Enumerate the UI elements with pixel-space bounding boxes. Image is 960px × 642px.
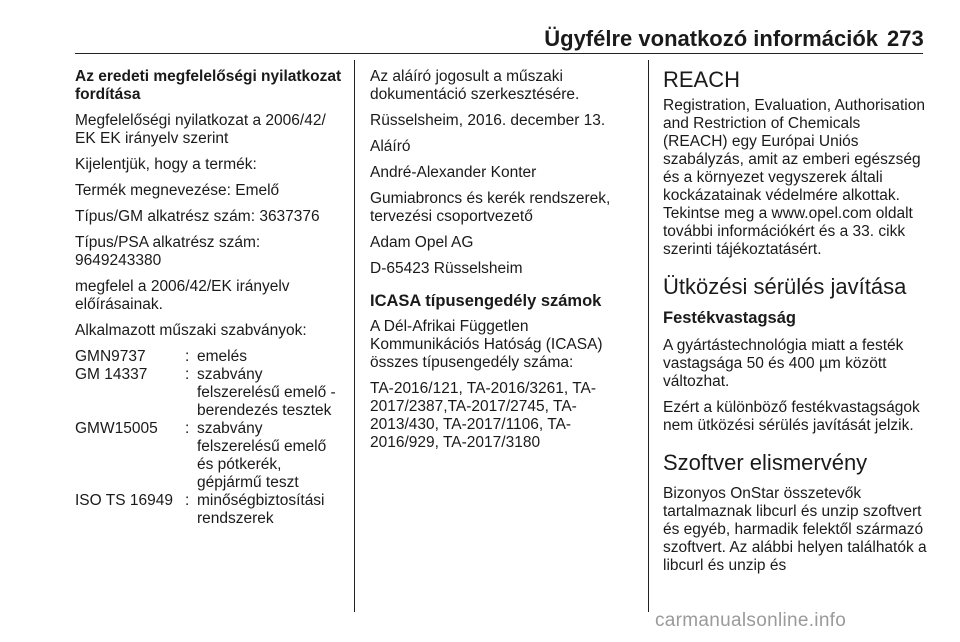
standard-code: GM 14337 [75,366,148,383]
paragraph: Az aláíró jogosult a műszaki dokumentáció szerkesztésére. [370,68,580,103]
watermark: carmanualsonline.info [655,610,847,631]
icasa-heading: ICASA típusengedély számok [370,292,602,310]
paragraph: Kijelentjük, hogy a termék: [75,156,257,173]
paragraph: Adam Opel AG [370,234,474,251]
declaration-heading: Az eredeti megfelelőségi nyilatkozat fordítása [75,68,342,103]
standard-code: GMW15005 [75,420,158,437]
page-number: 273 [887,26,924,51]
paragraph: Aláíró [370,138,411,155]
table-row [75,492,345,528]
paragraph: megfelel a 2006/42/EK irányelv előírásainak. [75,278,290,313]
collision-repair-heading: Ütközési sérülés javítása [663,274,907,299]
paragraph: Registration, Evaluation, Authorisation and Restriction of Chemicals (REACH) egy Európai Uniós szabályzás, amit az emberi egészség és a környezet vegyszerek általi kockázatainak védelmére alkottak. Tekintse meg a www.opel.com oldalt további információkért és a 33. cikk szerinti tájékoztatásért. [663,97,925,258]
column-1 [75,68,345,528]
column-divider-1 [354,60,355,612]
paragraph: Termék megnevezése: Emelő [75,182,280,199]
reach-heading: REACH [663,67,741,92]
approval-numbers: TA-2016/121, TA-2016/3261, TA-2017/2387,TA-2017/2745, TA-2013/430, TA-2017/1106, TA-2016/929, TA-2017/3180 [370,380,597,451]
standard-description: emelés [197,348,247,365]
standard-description: minőségbiztosítási rendszerek [197,492,325,527]
paragraph: Típus/PSA alkatrész szám: 9649243380 [75,234,261,269]
standard-separator: : [185,420,190,437]
paragraph: Bizonyos OnStar összetevők tartalmaznak libcurl és unzip szoftvert és egyéb, harmadik felektől származó szoftvert. Az alábbi helyen találhatók a libcurl és unzip és [663,485,927,574]
standards-table [75,348,345,528]
standard-description: szabvány felszerelésű emelő és pótkerék, gépjármű teszt [197,420,327,491]
paragraph: Gumiabroncs és kerék rendszerek, tervezési csoportvezető [370,190,611,225]
table-row [75,348,345,366]
column-divider-2 [648,60,649,612]
column-3 [663,68,928,583]
paragraph: Megfelelőségi nyilatkozat a 2006/42/ EK EK irányelv szerint [75,112,326,147]
table-row [75,366,345,420]
standard-code: GMN9737 [75,348,146,365]
standard-separator: : [185,492,190,509]
paragraph: André-Alexander Konter [370,164,537,181]
page-title: Ügyfélre vonatkozó információk [544,26,878,51]
paragraph: Alkalmazott műszaki szabványok: [75,322,307,339]
header-divider [75,53,923,54]
table-row [75,420,345,492]
paragraph: A Dél-Afrikai Független Kommunikációs Hatóság (ICASA) összes típusengedély száma: [370,318,603,371]
paint-thickness-heading: Festékvastagság [663,309,796,327]
column-2 [370,68,632,460]
paragraph: D-65423 Rüsselsheim [370,260,523,277]
standard-description: szabvány felszerelésű emelő - berendezés tesztek [197,366,336,419]
paragraph: A gyártástechnológia miatt a festék vastagsága 50 és 400 µm között változhat. [663,337,904,390]
paragraph: Rüsselsheim, 2016. december 13. [370,112,606,129]
paragraph: Típus/GM alkatrész szám: 3637376 [75,208,320,225]
standard-separator: : [185,366,190,383]
paragraph: Ezért a különböző festékvastagságok nem ütközési sérülés javítását jelzik. [663,399,920,434]
standard-separator: : [185,348,190,365]
software-heading: Szoftver elismervény [663,450,868,475]
standard-code: ISO TS 16949 [75,492,173,509]
